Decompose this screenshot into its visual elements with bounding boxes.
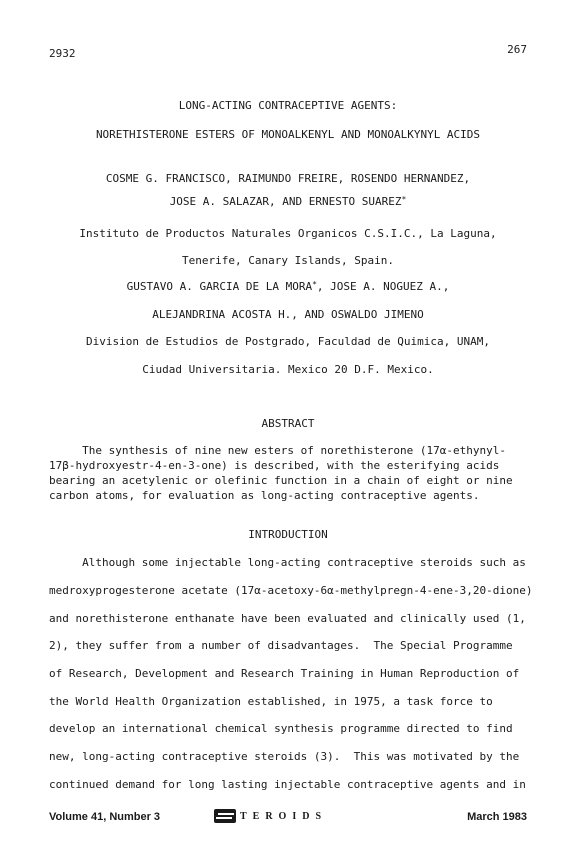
corresponding-asterisk: * [401, 195, 407, 204]
authors-group-1-line-2 [0, 195, 576, 208]
affiliation-1-line-1: Instituto de Productos Naturales Organicos C.S.I.C., La Laguna, [79, 227, 497, 240]
affiliation-2-line-2: Ciudad Universitaria. Mexico 20 D.F. Mexico. [142, 363, 434, 376]
authors-group-2-line-2: ALEJANDRINA ACOSTA H., AND OSWALDO JIMENO [152, 308, 424, 321]
page-number-left: 2932 [49, 47, 76, 60]
introduction-line: medroxyprogesterone acetate (17α-acetoxy-6α-methylpregn-4-ene-3,20-dione) [49, 584, 533, 597]
article-title-line-1: LONG-ACTING CONTRACEPTIVE AGENTS: [178, 99, 398, 112]
author-names-b: , JOSE A. NOGUEZ A., [316, 280, 450, 293]
introduction-line: 2), they suffer from a number of disadvantages. The Special Programme [49, 639, 513, 652]
author-names: JOSE A. SALAZAR, AND ERNESTO SUAREZ [169, 195, 402, 208]
introduction-line: continued demand for long lasting injectable contraceptive agents and in [49, 778, 526, 791]
authors-group-2-line-1 [0, 280, 576, 293]
introduction-line: Although some injectable long-acting contraceptive steroids such as [49, 556, 526, 569]
abstract-line: The synthesis of nine new esters of norethisterone (17α-ethynyl- [49, 444, 506, 457]
author-names-a: GUSTAVO A. GARCIA DE LA MORA [126, 280, 313, 293]
corresponding-asterisk: * [312, 280, 317, 289]
steroids-s-icon [214, 809, 236, 823]
journal-logo [214, 809, 327, 825]
article-title-line-2: NORETHISTERONE ESTERS OF MONOALKENYL AND MONOALKYNYL ACIDS [95, 128, 481, 141]
authors-group-1-line-1: COSME G. FRANCISCO, RAIMUNDO FREIRE, ROSENDO HERNANDEZ, [105, 172, 471, 185]
introduction-line: and norethisterone enthanate have been evaluated and clinically used (1, [49, 612, 526, 625]
page-number-right: 267 [507, 43, 527, 56]
abstract-line: carbon atoms, for evaluation as long-acting contraceptive agents. [49, 489, 480, 502]
introduction-heading: INTRODUCTION [248, 528, 328, 541]
abstract-line: bearing an acetylenic or olefinic function in a chain of eight or nine [49, 474, 513, 487]
introduction-line: new, long-acting contraceptive steroids (3). This was motivated by the [49, 750, 520, 763]
affiliation-2-line-1: Division de Estudios de Postgrado, Faculdad de Quimica, UNAM, [86, 335, 490, 348]
introduction-line: of Research, Development and Research Training in Human Reproduction of [49, 667, 520, 680]
abstract-line: 17β-hydroxyestr-4-en-3-one) is described, with the esterifying acids [49, 459, 500, 472]
introduction-line: develop an international chemical synthesis programme directed to find [49, 722, 513, 735]
footer-volume: Volume 41, Number 3 [49, 811, 161, 823]
journal-name: TEROIDS [240, 810, 328, 822]
introduction-line: the World Health Organization established, in 1975, a task force to [49, 695, 493, 708]
affiliation-1-line-2: Tenerife, Canary Islands, Spain. [182, 254, 394, 267]
abstract-heading: ABSTRACT [261, 417, 315, 430]
footer-date: March 1983 [467, 811, 527, 823]
